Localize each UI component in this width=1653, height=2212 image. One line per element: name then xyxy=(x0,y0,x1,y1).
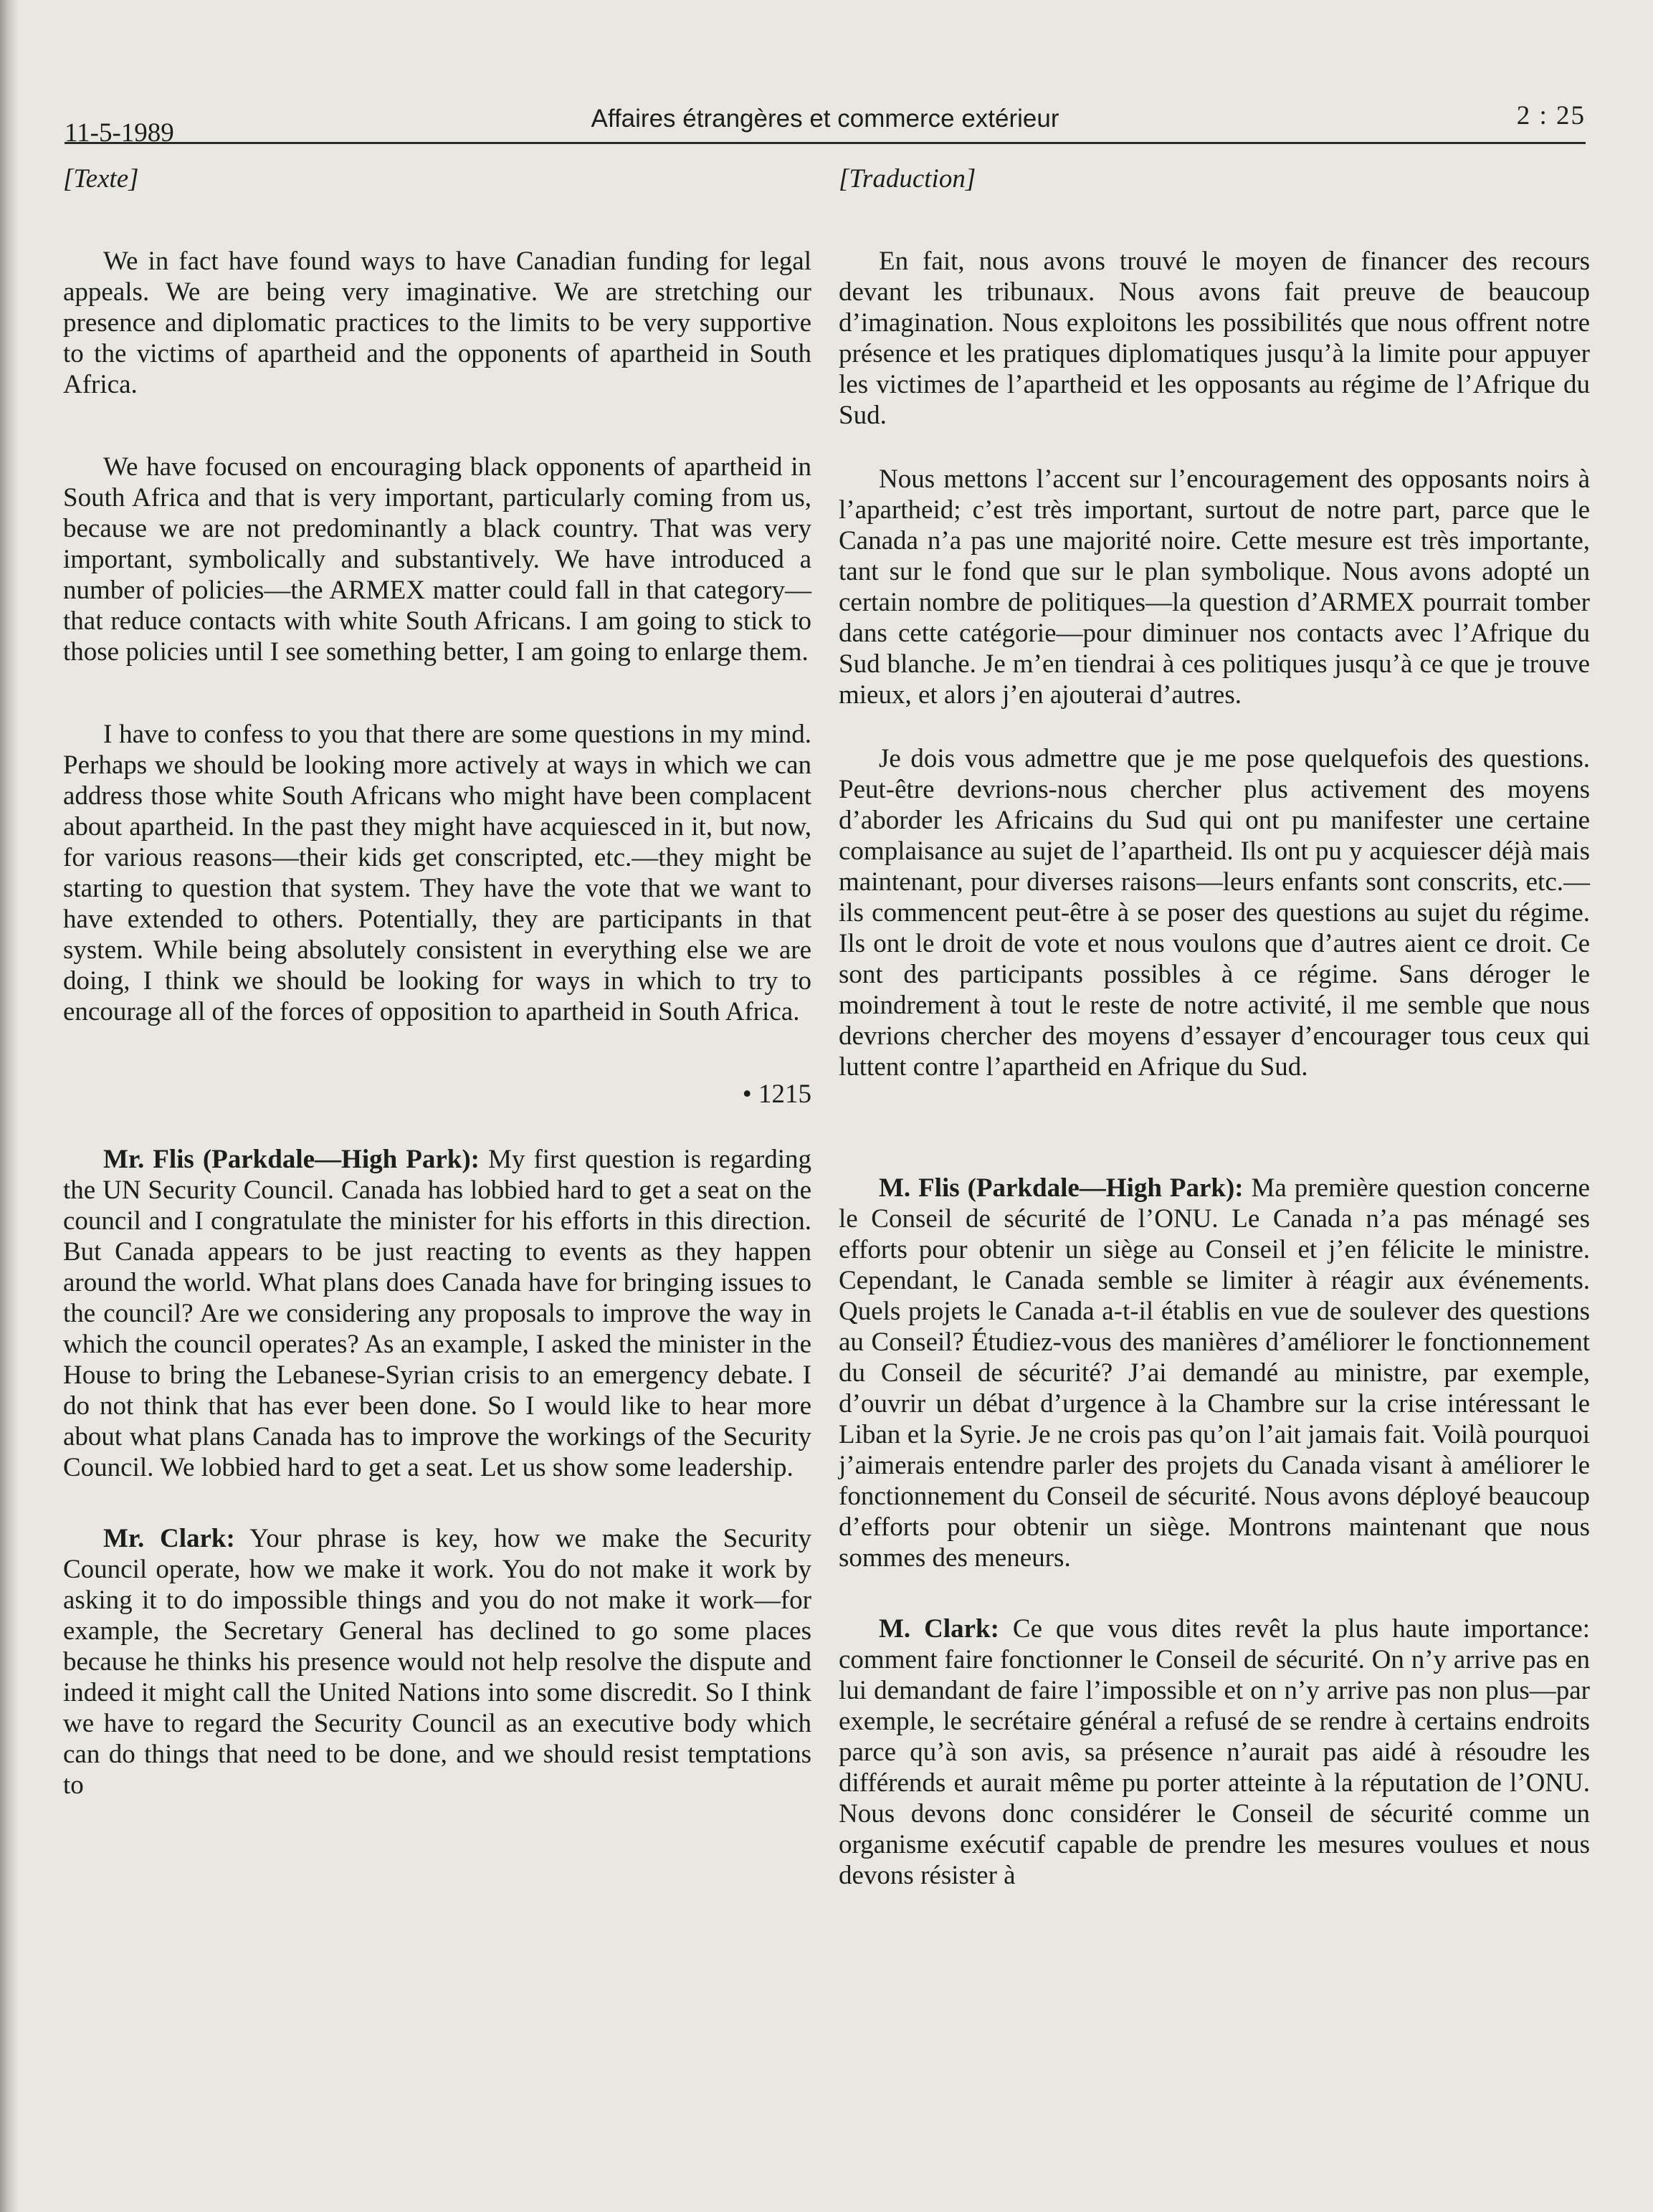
paragraph: En fait, nous avons trouvé le moyen de financer des recours devant les tribunaux. Nous avons fait preuve de beaucoup d’imagination. Nous exploitons les possibilités que nous offrent notre présence et les pratiques diplomatiques jusqu’à la limite pour appuyer les victimes de l’apartheid et les opposants au régime de l’Afrique du Sud. xyxy=(839,247,1590,430)
header-page-number: 2 : 25 xyxy=(1516,101,1586,130)
paragraph: We in fact have found ways to have Canadian funding for legal appeals. We are being very imaginative. We are stretching our presence and diplomatic practices to the limits to be very supportive to the victims of apartheid and the opponents of apartheid in South Africa. xyxy=(63,247,811,399)
paragraph: I have to confess to you that there are some questions in my mind. Perhaps we should be looking more actively at ways in which we can address those white South Africans who might have been complacent about apartheid. In the past they might have acquiesced in it, but now, for various reasons—their kids get conscripted, etc.—they might be starting to question that system. They have the vote that we want to have extended to others. Potentially, they are participants in that system. While being absolutely consistent in everything else we are doing, I think we should be looking for ways in which to try to encourage all of the forces of opposition to apartheid in South Africa. xyxy=(63,720,811,1026)
time-marker: • 1215 xyxy=(742,1079,811,1109)
right-column-label: [Traduction] xyxy=(839,164,976,194)
speaker-name: Mr. Flis (Parkdale—High Park): xyxy=(103,1145,480,1174)
speech-clark xyxy=(63,1523,811,1801)
left-column-label: [Texte] xyxy=(63,164,139,194)
right-column-french xyxy=(839,163,1590,1891)
speech-text: My first question is regarding the UN Security Council. Canada has lobbied hard to get a seat on the council and I congratulate the minister for his efforts in this direction. But Canada appears to be just reacting to events as they happen around the world. What plans does Canada have for bringing issues to the council? Are we considering any proposals to improve the way in which the council operates? As an example, I asked the minister in the House to bring the Lebanese-Syrian crisis to an emergency debate. I do not think that has ever been done. So I would like to hear more about what plans Canada has to improve the workings of the Security Council. We lobbied hard to get a seat. Let us show some leadership. xyxy=(63,1145,812,1482)
speech-flis xyxy=(839,1173,1590,1573)
speaker-name: Mr. Clark: xyxy=(103,1524,235,1553)
running-header xyxy=(65,99,1586,148)
page-binding-edge xyxy=(0,0,19,2212)
paragraph: Nous mettons l’accent sur l’encouragement des opposants noirs à l’apartheid; c’est très important, surtout de notre part, parce que le Canada n’a pas une majorité noire. Cette mesure est très importante, tant sur le fond que sur le plan symbolique. Nous avons adopté un certain nombre de politiques—la question d’ARMEX pourrait tomber dans cette catégorie—pour diminuer nos contacts avec l’Afrique du Sud blanche. Je m’en tiendrai à ces politiques jusqu’à ce que je trouve mieux, et alors j’en ajouterai d’autres. xyxy=(839,464,1590,710)
header-title: Affaires étrangères et commerce extérieur xyxy=(591,105,1059,133)
speech-text: Your phrase is key, how we make the Security Council operate, how we make it work. You do not make it work by asking it to do impossible things and you do not make it work—for example, the Secretary General has declined to go some places because he thinks his presence would not help resolve the dispute and indeed it might call the United Nations into some discredit. So I think we have to regard the Security Council as an executive body which can do things that need to be done, and we should resist temptations to xyxy=(63,1524,811,1800)
speaker-name: M. Flis (Parkdale—High Park): xyxy=(879,1173,1244,1203)
paragraph: We have focused on encouraging black opponents of apartheid in South Africa and that is very important, particularly coming from us, because we are not predominantly a black country. That was very important, symbolically and substantively. We have introduced a number of policies—the ARMEX matter could fall in that category—that reduce contacts with white South Africans. I am going to stick to those policies until I see something better, I am going to enlarge them. xyxy=(63,452,811,667)
left-column-english xyxy=(63,163,811,1801)
header-date: 11-5-1989 xyxy=(65,118,174,148)
speech-clark xyxy=(839,1613,1590,1891)
speech-flis xyxy=(63,1144,811,1483)
paragraph: Je dois vous admettre que je me pose quelquefois des questions. Peut-être devrions-nous chercher plus activement des moyens d’aborder les Africains du Sud qui ont pu manifester une certaine complaisance au sujet de l’apartheid. Ils ont pu y acquiescer déjà mais maintenant, pour diverses raisons—leurs enfants sont conscrits, etc.—ils commencent peut-être à se poser des questions au sujet du régime. Ils ont le droit de vote et nous voulons que d’autres aient ce droit. Ce sont des participants possibles à ce régime. Sans déroger le moindrement à tout le reste de notre activité, il me semble que nous devrions chercher des moyens d’essayer d’encourager tous ceux qui luttent contre l’apartheid en Afrique du Sud. xyxy=(839,744,1590,1082)
speech-text: Ce que vous dites revêt la plus haute importance: comment faire fonctionner le Conseil de sécurité. On n’y arrive pas en lui demandant de faire l’impossible et on n’y arrive pas non plus—par exemple, le secrétaire général a refusé de se rendre à certains endroits parce qu’à son avis, sa présence n’aurait pas aidé à résoudre les différends et aurait même pu porter atteinte à la réputation de l’ONU. Nous devons donc considérer le Conseil de sécurité comme un organisme exécutif capable de prendre les mesures voulues et nous devons résister à xyxy=(839,1614,1590,1890)
speech-text: Ma première question concerne le Conseil de sécurité de l’ONU. Le Canada n’a pas ménagé ses efforts pour obtenir un siège au Conseil et j’en félicite le ministre. Cependant, le Canada semble se limiter à réagir aux événements. Quels projets le Canada a-t-il établis en vue de soulever des questions au Conseil? Étudiez-vous des manières d’améliorer le fonctionnement du Conseil de sécurité? J’ai demandé au ministre, par exemple, d’ouvrir un débat d’urgence à la Chambre sur la crise intéressant le Liban et la Syrie. Je ne crois pas qu’on l’ait jamais fait. Voilà pourquoi j’aimerais entendre parler des projets du Canada visant à améliorer le fonctionnement du Conseil de sécurité. Nous avons déployé beaucoup d’efforts pour obtenir un siège. Montrons maintenant que nous sommes des meneurs. xyxy=(839,1173,1590,1573)
speaker-name: M. Clark: xyxy=(879,1614,999,1644)
